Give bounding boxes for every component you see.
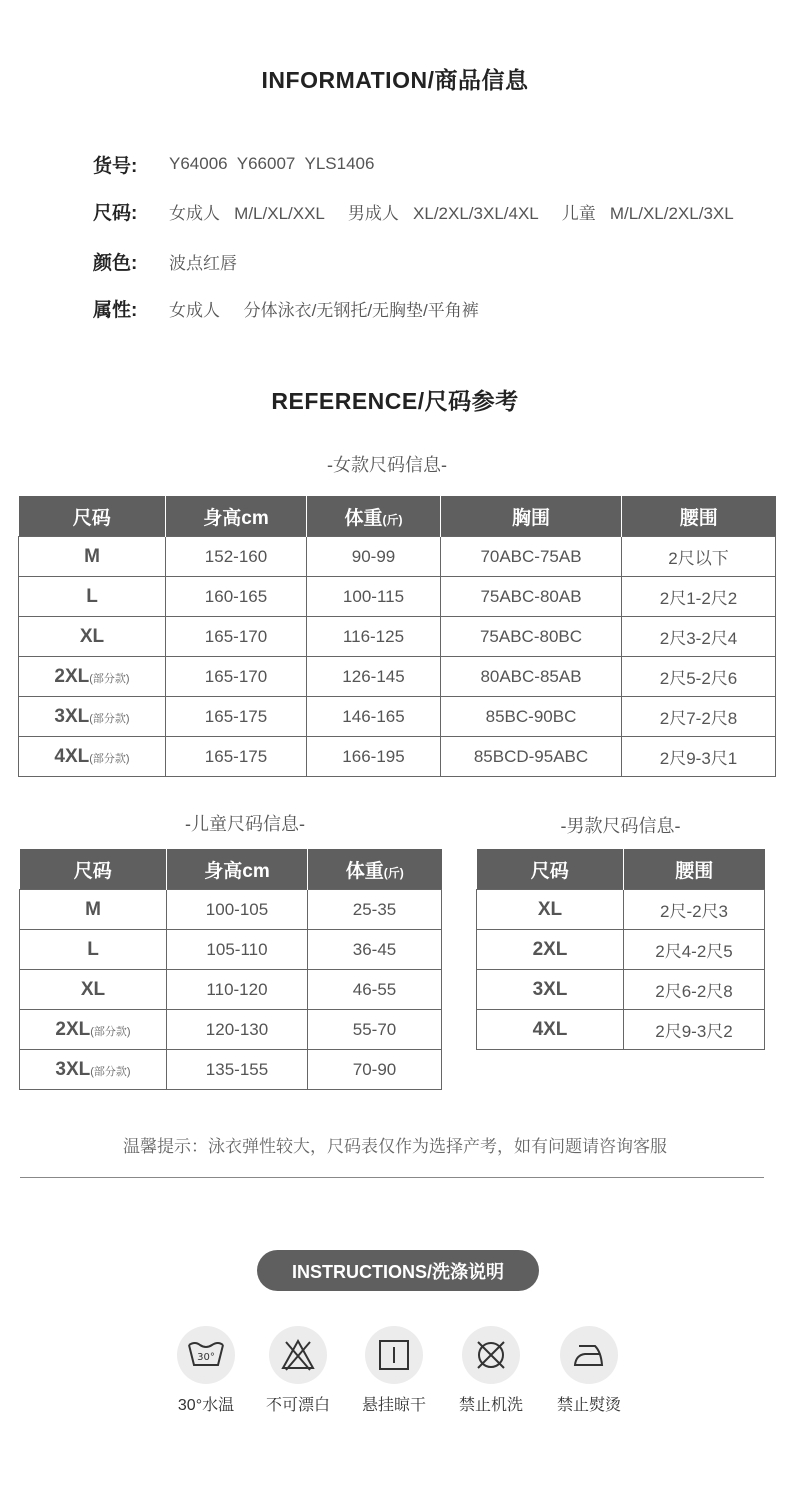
bust-cell: 75ABC-80AB xyxy=(441,577,622,617)
weight-cell: 55-70 xyxy=(308,1010,442,1050)
height-cell: 110-120 xyxy=(167,970,308,1010)
size-cell xyxy=(19,737,166,777)
no-iron-icon xyxy=(560,1326,618,1384)
size-cell xyxy=(19,577,166,617)
wash-30-icon xyxy=(177,1326,235,1384)
column-header xyxy=(307,496,441,537)
table-row xyxy=(19,697,776,737)
weight-cell: 70-90 xyxy=(308,1050,442,1090)
weight-unit: (斤) xyxy=(382,512,403,527)
info-row-attributes xyxy=(93,296,479,320)
column-header: 尺码 xyxy=(19,496,166,537)
care-item-hang-dry xyxy=(349,1326,439,1415)
column-header: 腰围 xyxy=(624,849,765,890)
size-cell xyxy=(19,697,166,737)
column-header: 胸围 xyxy=(441,496,622,537)
table-header-row xyxy=(20,849,442,890)
column-header: 尺码 xyxy=(477,849,624,890)
height-cell: 152-160 xyxy=(166,537,307,577)
weight-cell: 46-55 xyxy=(308,970,442,1010)
height-cell: 165-170 xyxy=(166,657,307,697)
care-label: 30°水温 xyxy=(177,1397,235,1414)
care-item-no-machine-wash xyxy=(446,1326,536,1415)
size-value: 3XL xyxy=(532,978,568,1000)
waist-cell: 2尺4-2尺5 xyxy=(624,930,765,970)
column-header: 身高cm xyxy=(166,496,307,537)
waist-cell: 2尺3-2尺4 xyxy=(622,617,776,657)
bust-cell: 85BCD-95ABC xyxy=(441,737,622,777)
waist-cell: 2尺5-2尺6 xyxy=(622,657,776,697)
women-size-table xyxy=(18,496,776,777)
size-value: XL xyxy=(537,898,563,920)
reference-title: REFERENCE/尺码参考 xyxy=(271,388,519,414)
info-value: Y64006 Y66007 YLS1406 xyxy=(169,154,375,173)
size-value: 2XL xyxy=(532,938,568,960)
table-row xyxy=(20,1050,442,1090)
instructions-title: INSTRUCTIONS/洗涤说明 xyxy=(257,1250,539,1291)
bust-cell: 70ABC-75AB xyxy=(441,537,622,577)
info-row-color xyxy=(93,249,237,273)
size-value: M xyxy=(84,545,100,567)
waist-cell: 2尺6-2尺8 xyxy=(624,970,765,1010)
weight-cell: 116-125 xyxy=(307,617,441,657)
table-row xyxy=(20,890,442,930)
size-cell xyxy=(19,657,166,697)
care-item-no-iron xyxy=(544,1326,634,1415)
size-cell xyxy=(19,537,166,577)
table-row xyxy=(19,537,776,577)
size-note: (部分款) xyxy=(89,752,130,765)
size-note: (部分款) xyxy=(89,672,130,685)
info-label: 货号: xyxy=(93,155,138,177)
size-tip: 温馨提示：泳衣弹性较大，尺码表仅作为选择产考，如有问题请咨询客服 xyxy=(123,1137,667,1156)
weight-cell: 100-115 xyxy=(307,577,441,617)
waist-cell: 2尺1-2尺2 xyxy=(622,577,776,617)
size-cell xyxy=(20,970,167,1010)
height-cell: 105-110 xyxy=(167,930,308,970)
weight-cell: 146-165 xyxy=(307,697,441,737)
size-value: 2XL xyxy=(55,1018,91,1040)
size-cell xyxy=(20,1050,167,1090)
column-header: 腰围 xyxy=(622,496,776,537)
weight-cell: 25-35 xyxy=(308,890,442,930)
size-cell xyxy=(20,930,167,970)
size-cell xyxy=(20,890,167,930)
size-note: (部分款) xyxy=(90,1025,131,1038)
size-value: 4XL xyxy=(54,745,90,767)
table-row xyxy=(477,970,765,1010)
no-machine-wash-icon xyxy=(462,1326,520,1384)
size-value: 2XL xyxy=(54,665,90,687)
waist-cell: 2尺以下 xyxy=(622,537,776,577)
table-row xyxy=(477,1010,765,1050)
info-label: 颜色: xyxy=(93,252,138,274)
waist-cell: 2尺-2尺3 xyxy=(624,890,765,930)
weight-unit: (斤) xyxy=(383,865,404,880)
kids-size-table xyxy=(19,849,442,1090)
men-size-subtitle: -男款尺码信息- xyxy=(560,816,681,836)
table-row xyxy=(20,930,442,970)
waist-cell: 2尺9-3尺2 xyxy=(624,1010,765,1050)
height-cell: 160-165 xyxy=(166,577,307,617)
column-header: 身高cm xyxy=(167,849,308,890)
height-cell: 165-175 xyxy=(166,737,307,777)
info-label: 属性: xyxy=(93,299,138,321)
size-cell xyxy=(20,1010,167,1050)
kids-size-subtitle: -儿童尺码信息- xyxy=(185,814,305,834)
height-cell: 100-105 xyxy=(167,890,308,930)
hang-dry-icon xyxy=(365,1326,423,1384)
table-row xyxy=(477,930,765,970)
info-value: 女成人 分体泳衣/无钢托/无胸垫/平角裤 xyxy=(169,300,479,320)
table-row xyxy=(19,737,776,777)
size-value: 3XL xyxy=(55,1058,91,1080)
size-cell xyxy=(477,930,624,970)
table-row xyxy=(19,577,776,617)
column-header: 尺码 xyxy=(20,849,167,890)
no-bleach-icon xyxy=(269,1326,327,1384)
height-cell: 120-130 xyxy=(167,1010,308,1050)
info-value: 波点红唇 xyxy=(169,253,237,273)
wash-temp-text: 30° xyxy=(197,1352,215,1363)
table-row xyxy=(19,617,776,657)
divider xyxy=(20,1177,764,1178)
weight-cell: 36-45 xyxy=(308,930,442,970)
height-cell: 165-175 xyxy=(166,697,307,737)
weight-cell: 126-145 xyxy=(307,657,441,697)
column-header xyxy=(308,849,442,890)
height-cell: 135-155 xyxy=(167,1050,308,1090)
weight-cell: 166-195 xyxy=(307,737,441,777)
info-row-size xyxy=(93,199,734,223)
size-cell xyxy=(477,1010,624,1050)
care-item-no-bleach xyxy=(253,1326,343,1415)
waist-cell: 2尺9-3尺1 xyxy=(622,737,776,777)
table-header-row xyxy=(19,496,776,537)
size-value: 4XL xyxy=(532,1018,568,1040)
women-size-subtitle: -女款尺码信息- xyxy=(327,455,447,475)
size-cell xyxy=(19,617,166,657)
size-value: L xyxy=(86,585,98,607)
weight-cell: 90-99 xyxy=(307,537,441,577)
table-row xyxy=(20,1010,442,1050)
care-label: 不可漂白 xyxy=(265,1397,330,1414)
table-row xyxy=(20,970,442,1010)
table-header-row xyxy=(477,849,765,890)
bust-cell: 75ABC-80BC xyxy=(441,617,622,657)
information-title: INFORMATION/商品信息 xyxy=(261,67,529,93)
care-item-wash xyxy=(161,1326,251,1415)
size-value: XL xyxy=(80,978,106,1000)
size-note: (部分款) xyxy=(90,1065,131,1078)
care-label: 禁止机洗 xyxy=(458,1397,523,1414)
size-cell xyxy=(477,890,624,930)
info-label: 尺码: xyxy=(93,202,138,224)
weight-header-label: 体重 xyxy=(345,860,384,882)
size-value: 3XL xyxy=(54,705,90,727)
size-note: (部分款) xyxy=(89,712,130,725)
care-label: 悬挂晾干 xyxy=(361,1397,426,1414)
table-row xyxy=(19,657,776,697)
info-value: 女成人 M/L/XL/XXL 男成人 XL/2XL/3XL/4XL 儿童 M/L/XL/2XL/3XL xyxy=(169,203,734,223)
table-row xyxy=(477,890,765,930)
height-cell: 165-170 xyxy=(166,617,307,657)
size-cell xyxy=(477,970,624,1010)
size-value: L xyxy=(87,938,99,960)
weight-header-label: 体重 xyxy=(344,507,383,529)
bust-cell: 80ABC-85AB xyxy=(441,657,622,697)
size-value: XL xyxy=(79,625,105,647)
bust-cell: 85BC-90BC xyxy=(441,697,622,737)
size-value: M xyxy=(85,898,101,920)
info-row-item-number xyxy=(93,152,374,176)
care-label: 禁止熨烫 xyxy=(556,1397,621,1414)
waist-cell: 2尺7-2尺8 xyxy=(622,697,776,737)
men-size-table xyxy=(476,849,765,1050)
